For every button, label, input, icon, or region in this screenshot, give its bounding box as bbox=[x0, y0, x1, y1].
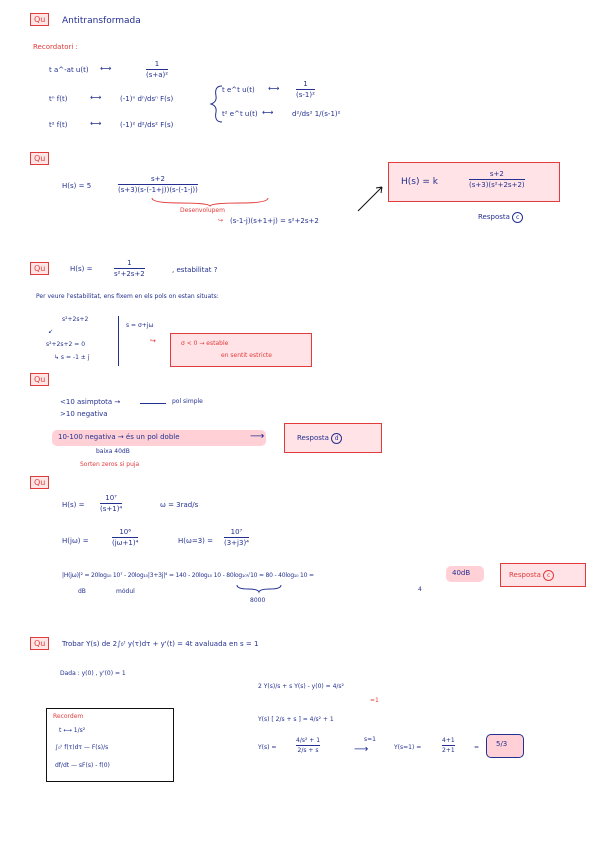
q2-lhs: H(s) = 5 bbox=[62, 182, 92, 190]
arrow-icon: ⟷ bbox=[268, 84, 280, 93]
q3-work-2: s²+2s+2 = 0 bbox=[46, 341, 86, 348]
recordem-box bbox=[46, 708, 174, 782]
q5-hw3-fraction: 10⁷ (3+j3)⁴ bbox=[224, 528, 249, 547]
answer-box bbox=[388, 162, 560, 202]
q6-arrow-label: s=1 bbox=[364, 736, 376, 743]
q5-result: 40dB bbox=[452, 569, 471, 577]
q6-step-3-rfraction: 4+1 2+1 bbox=[442, 737, 455, 754]
arrow-icon: ↪ bbox=[150, 337, 156, 345]
question-label: Qu bbox=[30, 637, 49, 650]
q2-fraction: s+2 (s+3)(s-(-1+j))(s-(-1-j)) bbox=[118, 175, 198, 194]
pair-1-fraction: 1 (s+a)² bbox=[146, 60, 169, 79]
arrow-icon: ⟶ bbox=[250, 431, 265, 442]
question-label: Qu bbox=[30, 476, 49, 489]
result-box bbox=[486, 734, 524, 758]
q6-step-3-fraction: 4/s² + 1 2/s + s bbox=[296, 737, 321, 754]
arrow-icon: ↙ bbox=[48, 328, 54, 335]
arrow-icon: ⟷ bbox=[90, 119, 102, 128]
q6-step-1: 2 Y(s)/s + s Y(s) - y(0) = 4/s² bbox=[258, 683, 344, 690]
q4-line-4: baixa 40dB bbox=[96, 448, 130, 455]
right-pair-1-fraction: 1 (s-1)² bbox=[296, 80, 315, 99]
arrow-icon: ↪ bbox=[218, 217, 224, 224]
q5-db-line: |H(jω)|² = 20log₁₀ 10⁷ - 20log₁₀|3+3j|⁴ = 140 - 20log₁₀ 10 - 80log₁₀√10 = 80 - 40log₁₀ 10 = bbox=[62, 572, 314, 579]
q6-step-2: Y(s) [ 2/s + s ] = 4/s² + 1 bbox=[258, 716, 334, 723]
answer-box bbox=[500, 563, 586, 587]
recordem-line-1: t ⟷ 1/s² bbox=[59, 727, 86, 734]
q3-fraction: 1 s²+2s+2 bbox=[114, 259, 145, 278]
q5-hjw-lhs: H(jω) = bbox=[62, 537, 89, 545]
arrow-icon: ⟷ bbox=[100, 64, 112, 73]
stability-box bbox=[170, 333, 312, 367]
underbrace-icon bbox=[236, 584, 282, 592]
q4-line-3: 10-100 negativa → és un pol doble bbox=[58, 433, 180, 441]
expand-note: Desenvolupem bbox=[180, 207, 225, 214]
q5-omega: ω = 3rad/s bbox=[160, 501, 199, 509]
answer-letter: c bbox=[543, 570, 554, 581]
answer-letter: c bbox=[512, 212, 523, 223]
pair-3-rhs: (-1)² d²/ds² F(s) bbox=[120, 121, 174, 129]
answer-label: Resposta d bbox=[297, 433, 342, 444]
pair-3-lhs: t² f(t) bbox=[49, 121, 68, 129]
q3-work-1: s²+2s+2 bbox=[62, 316, 89, 323]
q5-hjw-fraction: 10⁶ (jω+1)⁴ bbox=[112, 528, 139, 547]
q6-given: Dada : y(0) , y'(0) = 1 bbox=[60, 670, 126, 677]
q5-hw3-lhs: H(ω=3) = bbox=[178, 537, 213, 545]
question-label: Qu bbox=[30, 13, 49, 26]
q5-db-label: dB bbox=[78, 588, 86, 595]
q5-under-1: módul bbox=[116, 588, 135, 595]
q6-step-3-rhs: Y(s=1) = bbox=[394, 744, 422, 751]
box-fraction: s+2 (s+3)(s²+2s+2) bbox=[469, 170, 525, 189]
question-label: Qu bbox=[30, 152, 49, 165]
pair-2-rhs: (-1)ⁿ dⁿ/dsⁿ F(s) bbox=[120, 95, 174, 103]
q6-statement: Trobar Y(s) de 2∫₀ᵗ y(τ)dτ + y'(t) = 4t avaluada en s = 1 bbox=[62, 640, 259, 648]
box-lhs: H(s) = k bbox=[401, 177, 438, 187]
q2-expansion: (s-1-j)(s+1+j) = s²+2s+2 bbox=[230, 217, 319, 225]
q6-step-3-lhs: Y(s) = bbox=[258, 744, 277, 751]
stability-line-1: σ < 0 → estable bbox=[181, 340, 229, 347]
arrow-icon: ⟶ bbox=[354, 744, 369, 755]
q5-under-2: 8000 bbox=[250, 597, 266, 604]
recordem-line-2: ∫₀ᵗ f(τ)dτ — F(s)/s bbox=[55, 744, 109, 751]
q5-fraction: 10⁷ (s+1)⁴ bbox=[100, 494, 123, 513]
underbrace-icon bbox=[150, 197, 270, 207]
recordem-title: Recordem bbox=[53, 713, 84, 720]
section-title: Antitransformada bbox=[62, 16, 141, 26]
q3-intro: Per veure l'estabilitat, ens fixem en els pols on estan situats: bbox=[36, 293, 219, 300]
q5-lhs: H(s) = bbox=[62, 501, 85, 509]
question-label: Qu bbox=[30, 262, 49, 275]
q4-line-1-right: pol simple bbox=[172, 398, 203, 405]
q3-s-expr: s = σ+jω bbox=[126, 322, 154, 329]
reminder-label: Recordatori : bbox=[33, 43, 78, 51]
q3-work-3: ↳ s = -1 ± j bbox=[54, 354, 90, 361]
right-pair-1-lhs: t e^t u(t) bbox=[222, 86, 255, 94]
divider bbox=[118, 316, 119, 366]
answer-letter: d bbox=[331, 433, 342, 444]
stability-line-2: en sentit estricte bbox=[221, 352, 272, 359]
pair-1-lhs: t a^-at u(t) bbox=[49, 66, 89, 74]
q6-result: 5/3 bbox=[496, 740, 508, 748]
question-label: Qu bbox=[30, 373, 49, 386]
right-pair-2-rhs: d²/ds² 1/(s-1)² bbox=[292, 110, 341, 118]
divider bbox=[140, 403, 166, 404]
q4-line-1: <10 asimptota → bbox=[60, 398, 121, 406]
arrow-icon bbox=[356, 185, 386, 215]
q5-under-3: 4 bbox=[418, 586, 422, 593]
equals-sign: = bbox=[474, 744, 480, 751]
arrow-icon: ⟷ bbox=[262, 108, 274, 117]
answer-box bbox=[284, 423, 382, 453]
q3-lhs: H(s) = bbox=[70, 265, 93, 273]
answer-label: Resposta c bbox=[478, 212, 523, 223]
pair-2-lhs: tⁿ f(t) bbox=[49, 95, 68, 103]
arrow-icon: ⟷ bbox=[90, 93, 102, 102]
q4-line-2: >10 negativa bbox=[60, 410, 108, 418]
q6-step-1-under: =1 bbox=[370, 697, 379, 704]
recordem-line-3: df/dt — sF(s) - f(0) bbox=[55, 762, 110, 769]
right-pair-2-lhs: t² e^t u(t) bbox=[222, 110, 258, 118]
answer-label: Resposta c bbox=[509, 570, 554, 581]
q3-question: , estabilitat ? bbox=[172, 266, 218, 274]
q4-line-5: Sorten zeros si puja bbox=[80, 461, 140, 468]
